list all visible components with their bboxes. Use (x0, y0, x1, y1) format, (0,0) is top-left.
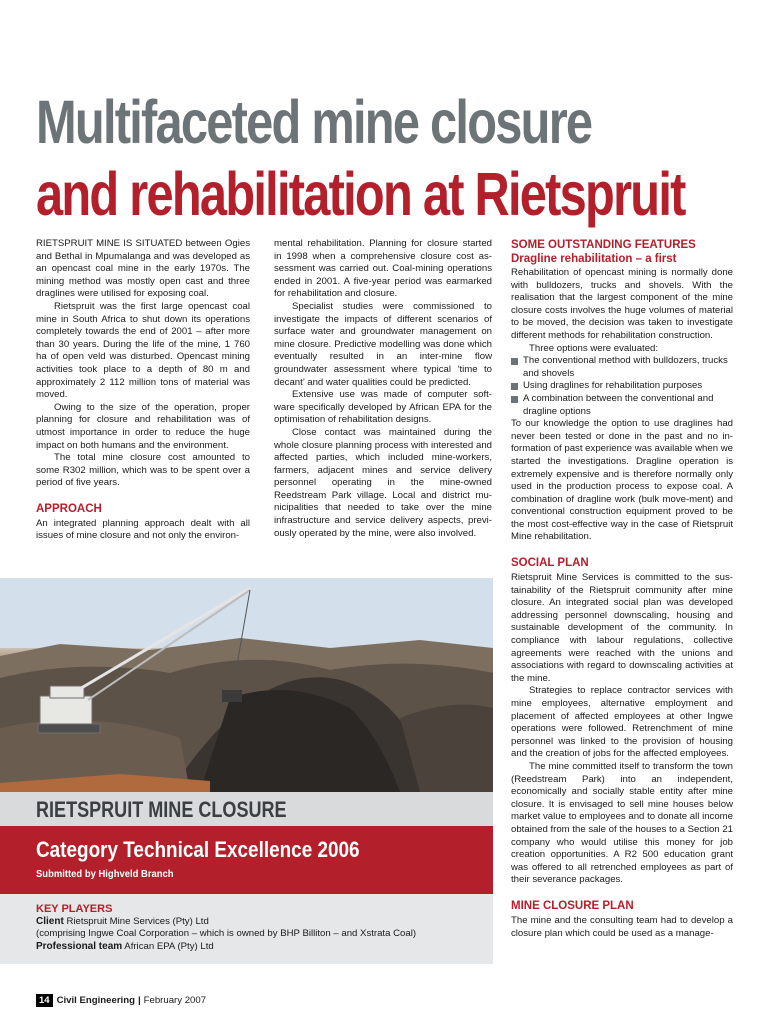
square-bullet-icon (511, 358, 518, 365)
list-item: The conventional method with bulldozers, trucks and shovels (511, 355, 733, 380)
body-paragraph: Specialist studies were commissioned to investigate the impacts of different scenarios of surface water and groundwater management on mine closure. Predictive modelling was done which eventually resulted in an inter-mine flow groundwater assessment where typical ‘time to decant’ and water qualities could be predicted. (274, 300, 492, 388)
headline-line-1: Multifaceted mine closure (36, 88, 592, 156)
team-line: Professional team African EPA (Pty) Ltd (36, 940, 214, 952)
dragline-photo (0, 578, 493, 792)
issue-date: February 2007 (143, 995, 207, 1006)
intro-paragraph: RIETSPRUIT MINE IS SITUATED between Ogies and Bethal in Mpumalanga and was developed as an opencast coal mine in the early 1970s. The mining method was mostly open cast and three draglines were utilised for exposing coal. (36, 238, 250, 300)
article-column-1 (36, 238, 250, 543)
body-paragraph: mental rehabilitation. Planning for closure started in 1998 when a comprehensive closure cost as-sessment was carried out. Coal-mining operations ended in 2001. A five-year period was earmarked for rehabilitation and closure. (274, 238, 492, 300)
body-paragraph: Rehabilitation of opencast mining is normally done with bulldozers, trucks and shovels. With the realisation that the largest component of the mine closure costs involves the huge volumes of material to be moved, the decision was taken to investigate different methods for rehabilitation construction. (511, 267, 733, 341)
key-players (36, 903, 486, 953)
article-column-3 (511, 238, 733, 940)
award-category-band (0, 826, 493, 894)
square-bullet-icon (511, 396, 518, 403)
dragline-subheading: Dragline rehabilitation – a first (511, 253, 677, 265)
body-paragraph: The total mine closure cost amounted to some R302 million, which was to be spent over a period of five years. (36, 452, 250, 489)
options-list (511, 355, 733, 418)
features-heading: SOME OUTSTANDING FEATURES (511, 239, 696, 251)
body-paragraph: Extensive use was made of computer soft-ware specifically developed by African EPA for the optimisation of rehabilitation designs. (274, 389, 492, 426)
project-name: RIETSPRUIT MINE CLOSURE (36, 797, 287, 822)
client-line: Client Rietspruit Mine Services (Pty) Ltd (36, 915, 209, 927)
magazine-name: Civil Engineering (56, 995, 135, 1006)
body-paragraph: Strategies to replace contractor services with mine employees, alternative employment and placement of affected employees at other Ingwe operations were followed. Retrenchment of mine personnel was linked to the provision of housing and the creation of jobs for the affected employees. (511, 685, 733, 760)
body-paragraph: Three options were evaluated: (529, 342, 659, 354)
list-item: A combination between the conventional and dragline options (511, 393, 733, 418)
article-column-2 (274, 238, 492, 540)
body-paragraph: Close contact was maintained during the whole closure planning process with interested and affected parties, which included mine-workers, farmers, adjacent mines and service delivery personnel operating in the mine-owned Reedstream Park village. Local and district mu-nicipalities that needed to take over the mine infrastructure and service delivery aspects, previ-ously operated by the mine, were also involved. (274, 426, 492, 539)
mine-closure-plan-heading: MINE CLOSURE PLAN (511, 899, 634, 912)
client-note: (comprising Ingwe Coal Corporation – which is owned by BHP Billiton – and Xstrata Coal) (36, 928, 417, 940)
body-paragraph: Rietspruit Mine Services is committed to the sus-tainability of the Rietspruit community after mine closure. An integrated social plan was developed addressing personnel downscaling, housing and sustainable development of the community. In compliance with labour regulations, collective agreements were reached with the unions and associations with regard to downscaling activities at the mine. (511, 572, 733, 684)
social-plan-heading: SOCIAL PLAN (511, 557, 589, 570)
body-paragraph: To our knowledge the option to use draglines had never been tested or done in the past and no in-formation of past experience was available when we started the investigations. Dragline operation is extremely expensive and is therefore normally only used in the production process to expose coal. A combination of dragline work (bulk move-ment) and conventional construction equipment proved to be the most cost-effective way in the case of Rietspruit Mine rehabilitation. (511, 418, 733, 543)
square-bullet-icon (511, 383, 518, 390)
headline-line-2: and rehabilitation at Rietspruit (36, 160, 685, 228)
dragline-photo-illustration (0, 578, 493, 792)
footer-separator: | (137, 995, 141, 1006)
approach-heading: APPROACH (36, 502, 102, 515)
body-paragraph: Owing to the size of the operation, proper planning for closure and rehabilitation was of utmost importance in order to reduce the huge impact on both humans and the environment. (36, 401, 250, 451)
list-item: Using draglines for rehabilitation purposes (511, 380, 733, 393)
project-name-band (0, 792, 493, 826)
page-footer (36, 994, 206, 1007)
key-players-heading: KEY PLAYERS (36, 903, 113, 915)
page-number: 14 (36, 994, 53, 1007)
submitted-by: Submitted by Highveld Branch (36, 868, 174, 880)
body-paragraph: Rietspruit was the first large opencast coal mine in South Africa to shut down its operations completely towards the end of 2001 – after more than 30 years. During the life of the mine, 1 760 ha of open veld was disturbed. Opencast mining activities took place to a depth of 80 m and approximately 2 112 million tons of material was moved. (36, 300, 250, 401)
award-category: Category Technical Excellence 2006 (36, 837, 360, 862)
body-paragraph: The mine committed itself to transform the town (Reedstream Park) into an independent, economically and socially stable entity after mine closure. It is envisaged to sell mine houses below market value to employees and to donate all income obtained from the sale of the houses to a Section 21 company who would utilise this money for job creation opportunities. A R2 500 education grant was offered to all retrenched employees as part of their severance packages. (511, 760, 733, 886)
body-paragraph: An integrated planning approach dealt with all issues of mine closure and not only the environ- (36, 517, 250, 542)
body-paragraph: The mine and the consulting team had to develop a closure plan which could be used as a manage- (511, 914, 733, 939)
